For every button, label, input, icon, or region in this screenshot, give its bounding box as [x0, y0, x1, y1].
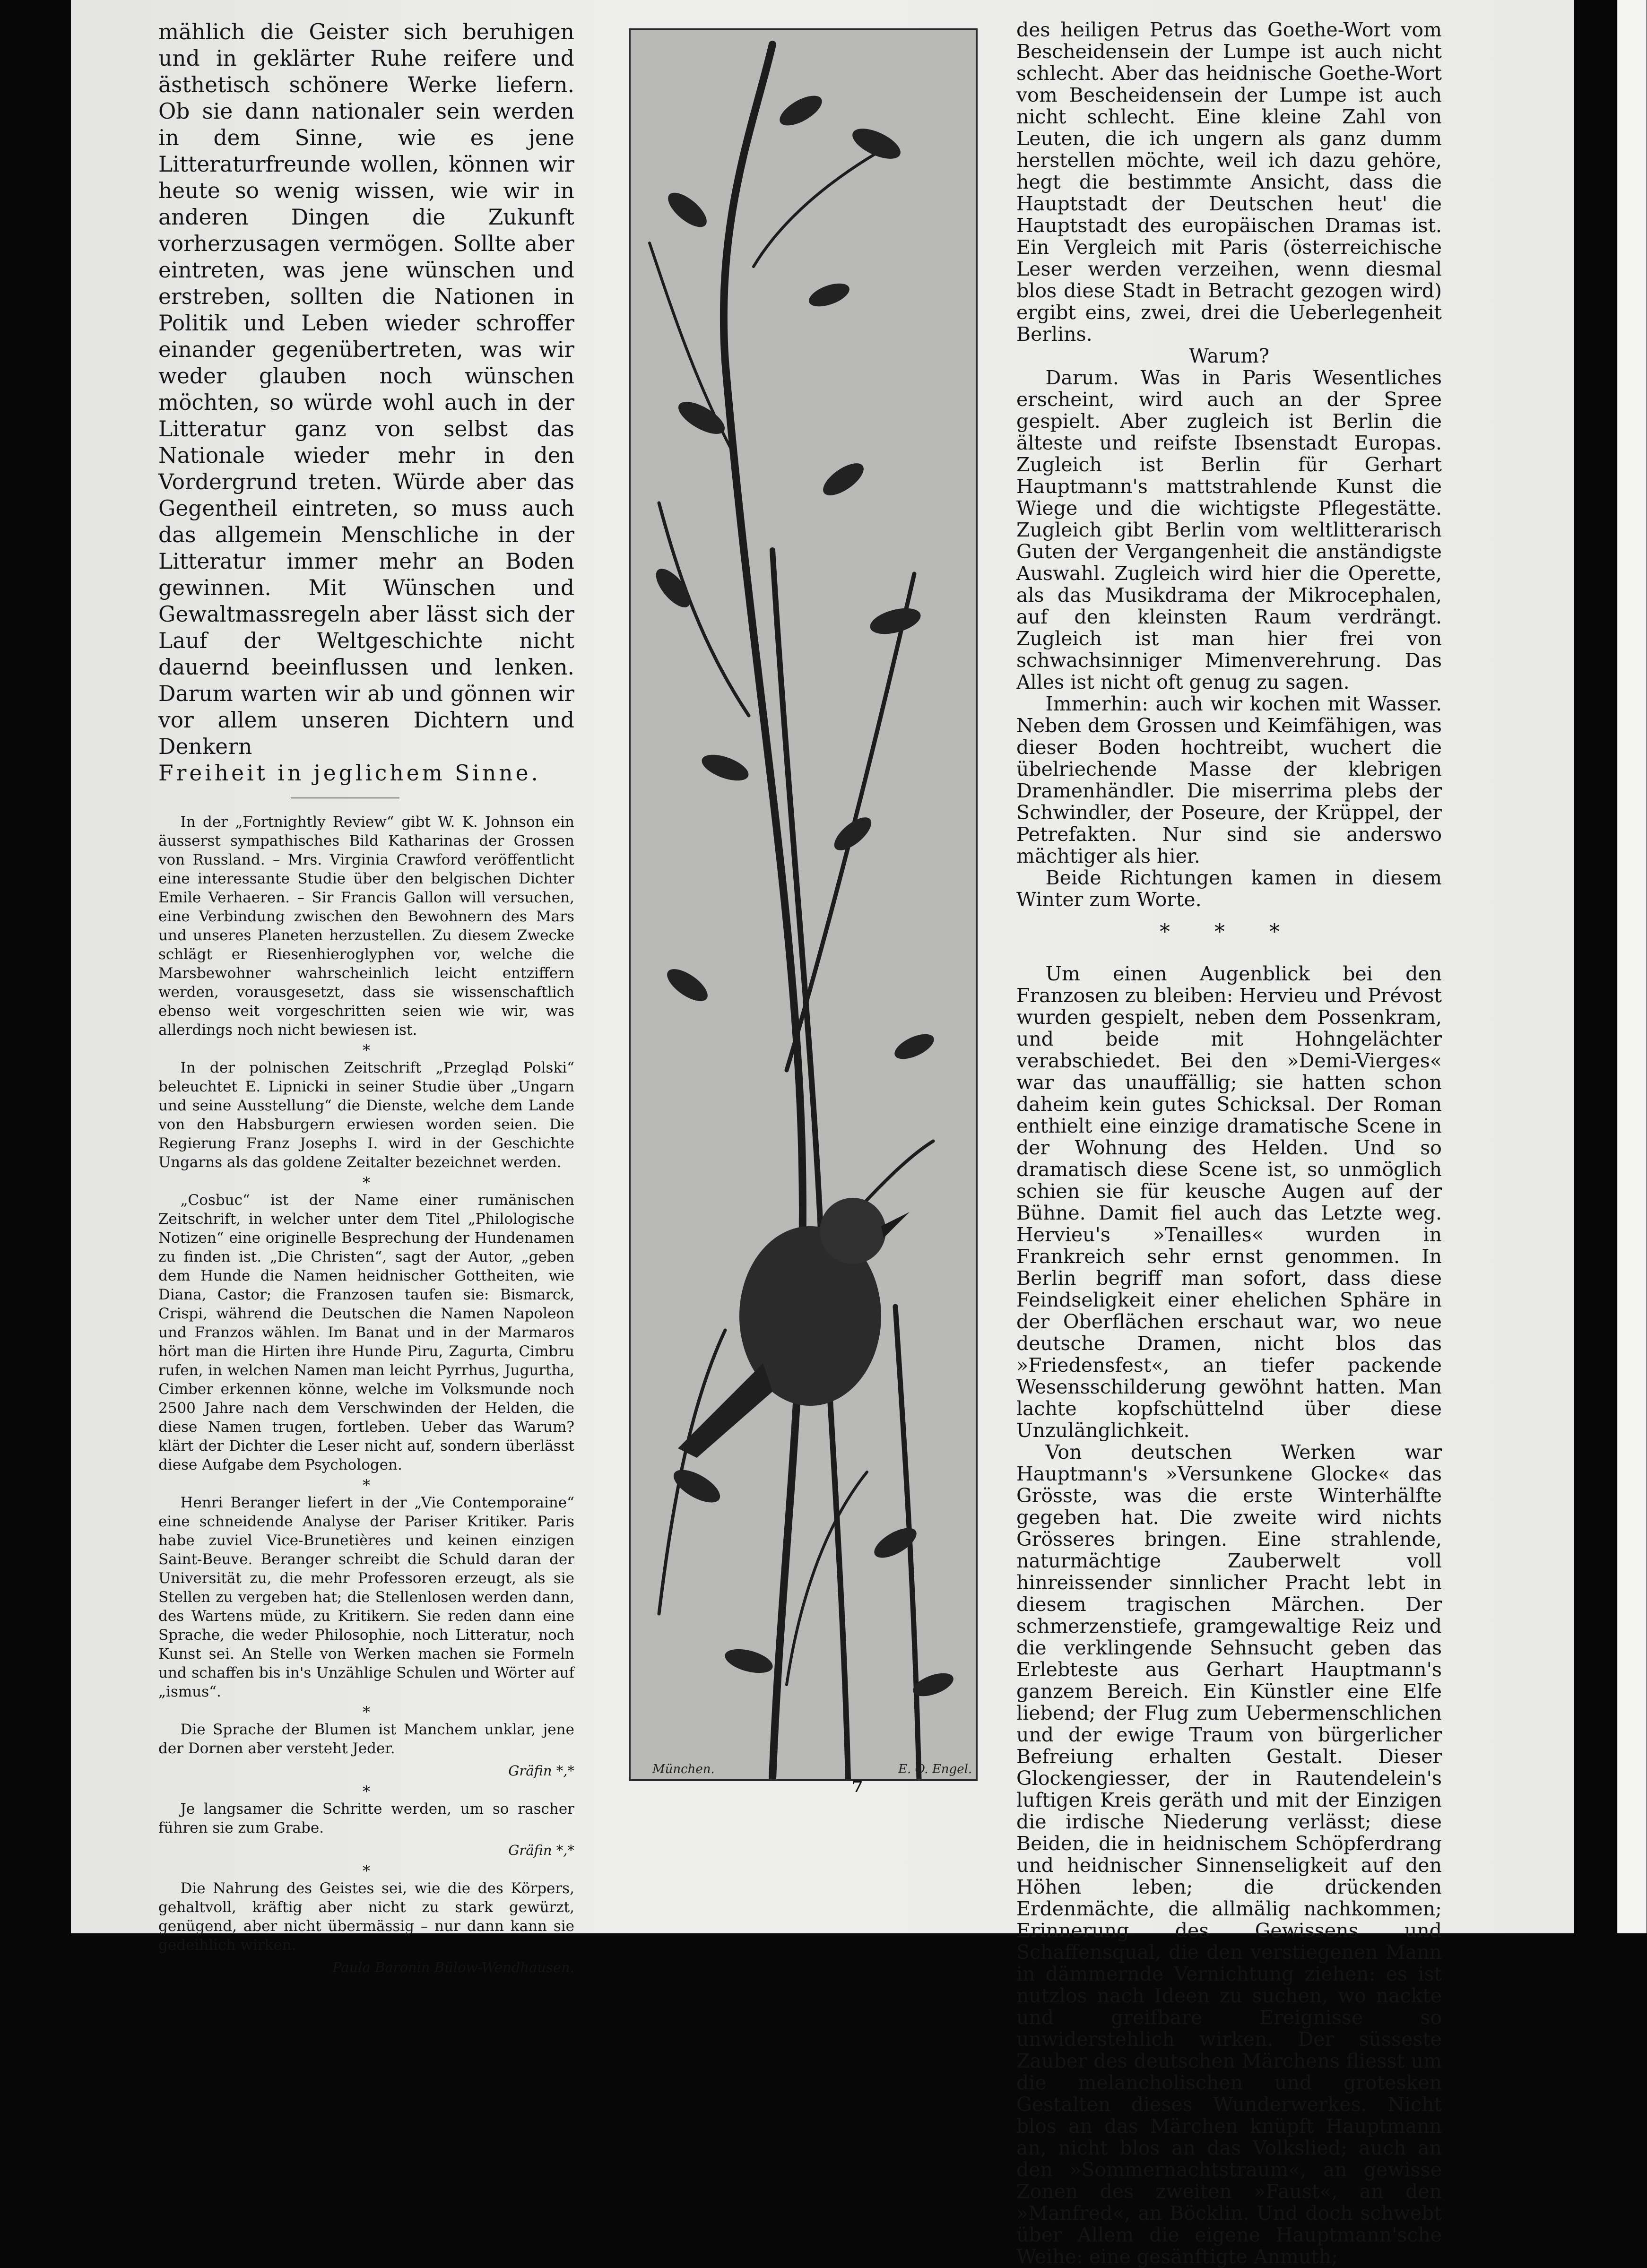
illustration-drawing	[631, 30, 976, 1779]
right-paragraph: Um einen Augenblick bei den Franzosen zu bleiben: Hervieu und Prévost wurden gespielt, neben dem Possenkram, und beide mit Hohngelächter verabschiedet. Bei den »Demi-Vierges« war das unauffällig; sie hatten schon daheim kein gutes Schicksal. Der Roman enthielt eine einzige dramatische Scene in der Wohnung des Helden. Und so dramatisch diese Scene ist, so unmöglich schien sie für keusche Augen auf der Bühne. Damit fiel auch das Letzte weg. Hervieu's »Tenailles« wurden in Frankreich sehr ernst genommen. In Berlin begriff man sofort, dass diese Feindseligkeit einer ehelichen Sphäre in der Oberflächen erschaut war, wo neue deutsche Dramen, nicht blos das »Friedensfest«, an tiefer packende Wesensschilderung gewöhnt hatten. Man lachte kopfschüttelnd über diese Unzulänglichkeit.	[1016, 962, 1442, 1442]
right-paragraph: Immerhin: auch wir kochen mit Wasser. Neben dem Grossen und Keimfähigen, was dieser Boden hochtreibt, wuchert die übelriechende Masse der klebrigen Dramenhändler. Die miserrima plebs der Schwindler, der Poseure, der Krüppel, der Petrefakten. Nur sind sie anderswo mächtiger als hier.	[1016, 693, 1442, 867]
asterisk-divider: *	[363, 1783, 370, 1801]
aphorism-text: Die Sprache der Blumen ist Manchem unklar, jene der Dornen aber versteht Jeder.	[158, 1721, 574, 1757]
right-paragraph: Beide Richtungen kamen in diesem Winter zum Worte.	[1016, 866, 1442, 911]
note-przeglad-polski: In der polnischen Zeitschrift „Przegląd Polski“ beleuchtet E. Lipnicki in seiner Studie über „Ungarn und seine Ausstellung“ die Dienste, welche dem Lande von den Habsburgern erwiesen worden seien. Die Regierung Franz Josephs I. wird in der Geschichte Ungarns als das goldene Zeitalter bezeichnet werden.	[158, 1059, 574, 1171]
asterisk-divider: *	[363, 1862, 370, 1880]
main-paragraph: mählich die Geister sich beruhigen und in geklärter Ruhe reifere und ästhetisch schönere Werke liefern. Ob sie dann nationaler sein werden in dem Sinne, wie es jene Litteraturfreunde wollen, können wir heute so wenig wissen, wie wir in anderen Dingen die Zukunft vorherzusagen vermögen. Sollte aber eintreten, was jene wünschen und erstreben, sollten die Nationen in Politik und Leben wieder schroffer einander gegenübertreten, was wir weder glauben noch wünschen möchten, so würde wohl auch in der Litteratur ganz von selbst das Nationale wieder mehr in den Vordergrund treten. Würde aber das Gegentheil eintreten, so muss auch das allgemein Menschliche in der Litteratur immer mehr an Boden gewinnen. Mit Wünschen und Gewaltmassregeln aber lässt sich der Lauf der Weltgeschichte nicht dauernd beeinflussen und lenken. Darum warten wir ab und gönnen wir vor allem unseren Dichtern und Denkern	[158, 19, 574, 759]
right-column	[1016, 19, 1442, 2268]
aphorism-signature: Gräfin *,*	[508, 1763, 574, 1779]
note-fortnightly-review: In der „Fortnightly Review“ gibt W. K. Johnson ein äusserst sympathisches Bild Katharinas der Grossen von Russland. – Mrs. Virginia Crawford veröffentlicht eine interessante Studie über den belgischen Dichter Emile Verhaeren. – Sir Francis Gallon will versuchen, eine Verbindung zwischen den Bewohnern des Mars und unseres Planeten herzustellen. Zu diesem Zwecke schlägt er Riesenhieroglyphen vor, welche die Marsbewohner wahrscheinlich leicht entziffern werden, vorausgesetzt, dass sie wissenschaftlich ebenso weit vorgeschritten seien wie wir, was allerdings noch nicht bewiesen ist.	[158, 814, 574, 1039]
aphorism-text: Die Nahrung des Geistes sei, wie die des Körpers, gehaltvoll, kräftig aber nicht zu stark gewürzt, genügend, aber nicht übermässig – nur dann kann sie gedeihlich wirken.	[158, 1880, 574, 1954]
note-vie-contemporaine: Henri Beranger liefert in der „Vie Contemporaine“ eine schneidende Analyse der Pariser Kritiker. Paris habe zuviel Vice-Brunetières und keinen einzigen Saint-Beuve. Beranger schreibt die Schuld daran der Universität zu, die mehr Professoren erzeugt, als sie Stellen zu vergeben hat; die Stellenlosen werden dann, des Wartens müde, zu Kritikern. Sie reden dann eine Sprache, die weder Philosophie, noch Litteratur, noch Kunst sei. An Stelle von Werken machen sie Formeln und schaffen bis in's Unzählige Schulen und Wörter auf „ismus“.	[158, 1494, 574, 1700]
main-closing-line: Freiheit in jeglichem Sinne.	[158, 761, 541, 786]
aphorism-text: Je langsamer die Schritte werden, um so rascher führen sie zum Grabe.	[158, 1801, 574, 1836]
main-article-text	[158, 19, 574, 787]
newspaper-page	[71, 0, 1574, 2268]
asterisk-divider: *	[363, 1174, 370, 1192]
note-cosbuc: „Cosbuc“ ist der Name einer rumänischen Zeitschrift, in welcher unter dem Titel „Philologische Notizen“ eine originelle Besprechung der Hundenamen zu finden ist. „Die Christen“, sagt der Autor, „geben dem Hunde die Namen heidnischer Gottheiten, wie Diana, Castor; die Franzosen taufen sie: Bismarck, Crispi, während die Deutschen die Namen Napoleon und Franzos wählen. Im Banat und in der Marmaros hört man die Hirten ihre Hunde Piru, Zagurta, Cimbru rufen, in welchen Namen man leicht Pyrrhus, Jugurtha, Cimber erkennen könne, welche im Volksmunde noch 2500 Jahre nach dem Verschwinden der Helden, die diese Namen trugen, fortleben. Ueber das Warum? klärt der Dichter die Leser nicht auf, sondern überlässt diese Aufgabe dem Psychologen.	[158, 1192, 574, 1473]
right-paragraph: Von deutschen Werken war Hauptmann's »Versunkene Glocke« das Grösste, was die erste Winterhälfte gegeben hat. Die zweite wird nichts Grösseres bringen. Eine strahlende, naturmächtige Zauberwelt voll hinreissender sinnlicher Pracht lebt in diesem tragischen Märchen. Der schmerzenstiefe, gramgewaltige Reiz und die verklingende Sehnsucht geben das Erlebteste aus Gerhart Hauptmann's ganzem Bereich. Ein Künstler eine Elfe liebend; der Flug zum Uebermenschlichen und der ewige Traum von bürgerlicher Befreiung erhalten Gestalt. Dieser Glockengiesser, der in Rautendelein's luftigen Kreis geräth und mit der Einzigen die irdische Niederung verlässt; diese Beiden, die in heidnischem Schöpferdrang und heidnischer Sinnenseligkeit auf den Höhen leben; die drückenden Erdenmächte, die allmälig nachkommen; Erinnerung des Gewissens und Schaffensqual, die den verstiegenen Mann in dämmernde Vernichtung ziehen: es ist nutzlos nach Ideen zu suchen, wo nackte und greifbare Ereignisse so unwiderstehlich wirken. Der süsseste Zauber des deutschen Märchens fliesst um die melancholischen und grotesken Gestalten dieses Wunderwerkes. Nicht blos an das Märchen knüpft Hauptmann an, nicht blos an das Volkslied; auch an den »Sommernachtstraum«, an gewisse Zonen des zweiten »Faust«, an den »Manfred«, an Böcklin. Und doch schwebt über Allem die eigene Hauptmann'sche Weihe: eine gesänftigte Anmuth;	[1016, 1441, 1442, 2268]
illustration-caption-artist: E. O. Engel.	[898, 1762, 972, 1776]
aphorism-signature: Paula Baronin Bülow-Wendhausen.	[332, 1959, 574, 1975]
asterisk-divider: *	[363, 1476, 370, 1494]
right-paragraph: des heiligen Petrus das Goethe-Wort vom Bescheidensein der Lumpe ist auch nicht schlecht. Aber das heidnische Goethe-Wort vom Bescheidensein der Lumpe ist auch nicht schlecht. Eine kleine Zahl von Leuten, die ich ungern als ganz dumm herstellen möchte, weil ich dazu gehöre, hegt die bestimmte Ansicht, dass die Hauptstadt der Deutschen heut' die Hauptstadt des europäischen Dramas ist. Ein Vergleich mit Paris (österreichische Leser werden verzeihen, wenn diesmal blos diese Stadt in Betracht gezogen wird) ergibt eins, zwei, drei die Ueberlegenheit Berlins.	[1016, 18, 1442, 346]
asterisk-divider: * * *	[1160, 920, 1299, 944]
page-edge	[1617, 0, 1647, 1933]
asterisk-divider: *	[363, 1703, 370, 1721]
bird-on-branch-illustration	[629, 28, 978, 1781]
separator-rule	[291, 797, 399, 798]
right-paragraph: Darum. Was in Paris Wesentliches erscheint, wird auch an der Spree gespielt. Aber zugleich ist Berlin die älteste und reifste Ibsenstadt Europas. Zugleich ist Berlin für Gerhart Hauptmann's mattstrahlende Kunst die Wiege und die wichtigste Pflegestätte. Zugleich gibt Berlin vom weltlitterarisch Guten der Vergangenheit die anständigste Auswahl. Zugleich wird hier die Operette, als das Musikdrama der Mikrocephalen, auf den kleinsten Raum verdrängt. Zugleich ist man hier frei von schwachsinniger Mimenverehrung. Das Alles ist nicht oft genug zu sagen.	[1016, 366, 1442, 693]
left-column	[158, 19, 574, 1982]
right-question: Warum?	[1189, 345, 1269, 367]
asterisk-divider: *	[363, 1041, 370, 1059]
illustration-caption-place: München.	[652, 1762, 715, 1776]
page-number: 7	[852, 1777, 863, 1796]
aphorism-signature: Gräfin *,*	[508, 1842, 574, 1858]
